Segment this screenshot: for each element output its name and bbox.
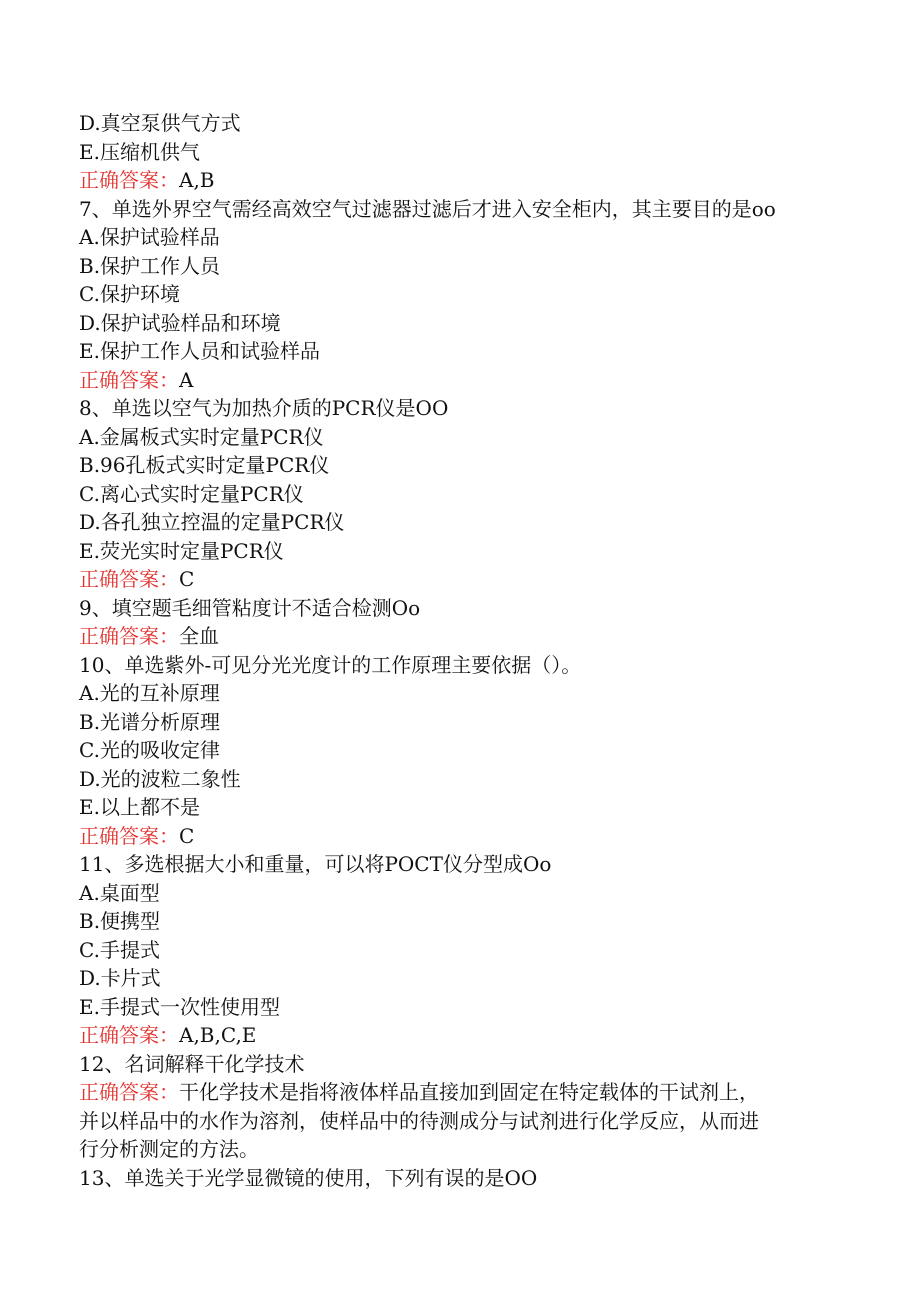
answer-line [79,366,859,395]
option-line: C.保护环境 [79,282,180,306]
answer-label: 正确答案： [79,567,179,591]
answer-label: 正确答案： [79,168,179,192]
answer-line [79,1078,859,1107]
continuation-line: 并以样品中的水作为溶剂，使样品中的待测成分与试剂进行化学反应，从而进 [79,1108,759,1133]
answer-line [79,622,859,651]
answer-line [79,1021,859,1050]
answer-value: C [179,823,195,848]
document-content [79,109,859,1192]
question-line: 7、单选外界空气需经高效空气过滤器过滤后才进入安全柜内，其主要目的是oo [79,196,776,221]
option-line: D.保护试验样品和环境 [79,310,281,335]
answer-value: A [179,367,194,392]
answer-label: 正确答案： [79,823,179,848]
answer-label: 正确答案： [79,624,179,648]
answer-value: 干化学技术是指将液体样品直接加到固定在特定载体的干试剂上， [179,1080,759,1104]
option-line: E.荧光实时定量PCR仪 [79,538,284,563]
answer-label: 正确答案： [79,1080,179,1104]
option-line: C.离心式实时定量PCR仪 [79,481,304,506]
option-line: D.卡片式 [79,966,161,990]
question-line: 13、单选关于光学显微镜的使用，下列有误的是OO [79,1165,538,1190]
answer-value: 全血 [179,624,219,648]
option-line: B.保护工作人员 [79,253,221,278]
option-line: E.压缩机供气 [79,139,200,164]
question-line: 8、单选以空气为加热介质的PCR仪是OO [79,396,449,420]
option-line: A.金属板式实时定量PCR仪 [79,424,324,449]
option-line: B.光谱分析原理 [79,709,221,734]
option-line: A.光的互补原理 [79,681,220,705]
question-line: 10、单选紫外-可见分光光度计的工作原理主要依据（）。 [79,652,582,677]
option-line: B.便携型 [79,909,161,933]
answer-label: 正确答案： [79,1023,179,1047]
option-line: A.桌面型 [79,880,160,905]
option-line: D.真空泵供气方式 [79,111,241,135]
option-line: E.以上都不是 [79,795,200,819]
continuation-line: 行分析测定的方法。 [79,1137,259,1161]
option-line: C.手提式 [79,937,160,962]
answer-line [79,166,859,195]
answer-value: A,B,C,E [179,1023,257,1047]
question-line: 11、多选根据大小和重量，可以将POCT仪分型成Oo [79,852,552,876]
option-line: D.各孔独立控温的定量PCR仪 [79,510,345,534]
option-line: E.手提式一次性使用型 [79,994,280,1019]
answer-value: A,B [179,168,215,192]
answer-line [79,822,859,851]
option-line: E.保护工作人员和试验样品 [79,339,320,363]
question-line: 12、名词解释干化学技术 [79,1051,305,1076]
option-line: A.保护试验样品 [79,225,220,249]
option-line: C.光的吸收定律 [79,738,220,762]
option-line: D.光的波粒二象性 [79,766,241,791]
answer-value: C [179,567,195,591]
option-line: B.96孔板式实时定量PCR仪 [79,453,330,477]
answer-label: 正确答案： [79,367,179,392]
question-line: 9、填空题毛细管粘度计不适合检测Oo [79,595,421,620]
answer-line [79,565,859,594]
